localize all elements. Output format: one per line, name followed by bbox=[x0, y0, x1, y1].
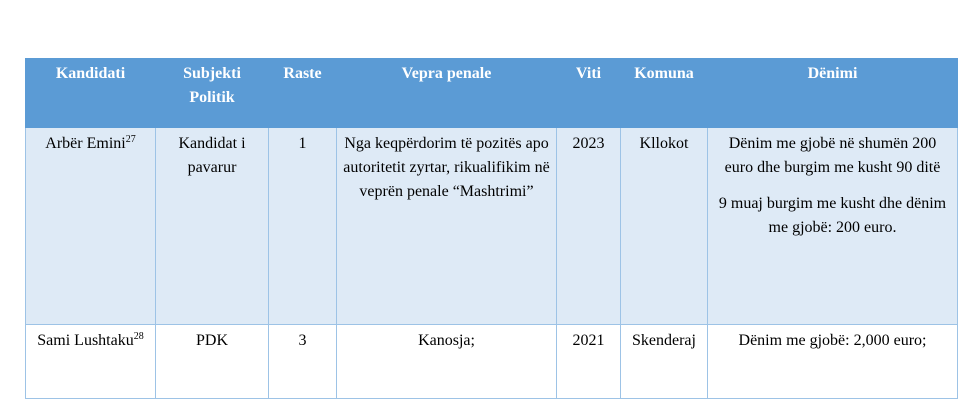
header-raste: Raste bbox=[269, 59, 337, 128]
table-row bbox=[26, 325, 958, 399]
header-komuna: Komuna bbox=[621, 59, 708, 128]
cell-viti: 2021 bbox=[557, 325, 621, 399]
candidate-name: Sami Lushtaku bbox=[37, 332, 134, 349]
header-subjekti: Subjekti Politik bbox=[156, 59, 269, 128]
cell-raste: 3 bbox=[269, 325, 337, 399]
cell-viti: 2023 bbox=[557, 128, 621, 325]
document-table-container bbox=[25, 58, 957, 399]
header-viti: Viti bbox=[557, 59, 621, 128]
cell-raste: 1 bbox=[269, 128, 337, 325]
cell-vepra: Kanosja; bbox=[337, 325, 557, 399]
cell-komuna: Kllokot bbox=[621, 128, 708, 325]
footnote-ref[interactable]: 28 bbox=[133, 331, 144, 342]
header-kandidati: Kandidati bbox=[26, 59, 156, 128]
denimi-paragraph: Dënim me gjobë: 2,000 euro; bbox=[738, 332, 927, 349]
cell-vepra: Nga keqpërdorim të pozitës apo autoritetit zyrtar, rikualifikim në veprën penale “Mashtrimi” bbox=[337, 128, 557, 325]
denimi-paragraph: Dënim me gjobë në shumën 200 euro dhe burgim me kusht 90 ditë bbox=[724, 135, 941, 176]
cell-kandidati bbox=[26, 325, 156, 399]
cell-subjekti: Kandidat i pavarur bbox=[156, 128, 269, 325]
table-header-row bbox=[26, 59, 958, 128]
table-row bbox=[26, 128, 958, 325]
footnote-ref[interactable]: 27 bbox=[125, 134, 136, 145]
cell-subjekti: PDK bbox=[156, 325, 269, 399]
candidates-table bbox=[25, 58, 958, 399]
cell-komuna: Skenderaj bbox=[621, 325, 708, 399]
header-denimi: Dënimi bbox=[708, 59, 958, 128]
denimi-paragraph: 9 muaj burgim me kusht dhe dënim me gjobë: 200 euro. bbox=[718, 195, 947, 236]
header-vepra: Vepra penale bbox=[337, 59, 557, 128]
cell-denimi bbox=[708, 128, 958, 325]
cell-denimi bbox=[708, 325, 958, 399]
cell-kandidati bbox=[26, 128, 156, 325]
candidate-name: Arbër Emini bbox=[45, 135, 126, 152]
